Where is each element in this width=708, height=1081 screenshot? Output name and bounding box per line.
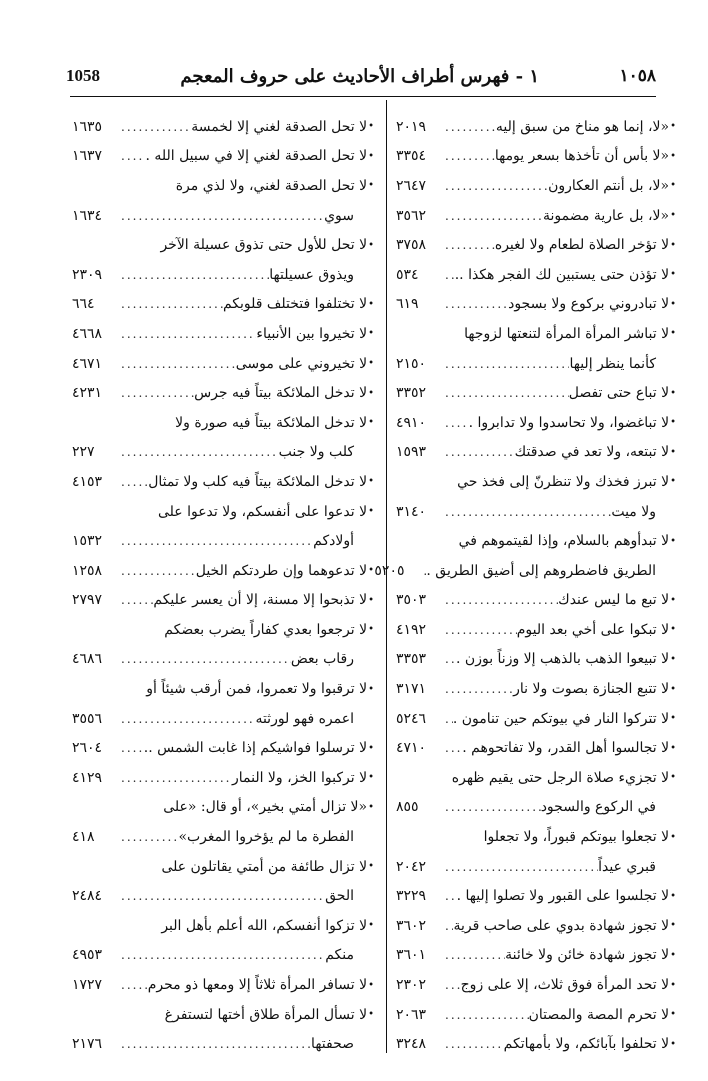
bullet-icon: • xyxy=(368,417,374,429)
index-entry xyxy=(396,822,676,852)
bullet-icon: • xyxy=(670,772,676,784)
index-entry xyxy=(396,1000,676,1030)
hadith-number: ٣٥٥٦ xyxy=(72,710,103,727)
entry-text: لا تجعلوا بيوتكم قبوراً، ولا تجعلوا xyxy=(483,829,670,846)
hadith-number: ١٥٣٢ xyxy=(72,533,103,550)
bullet-icon: • xyxy=(368,742,374,754)
bullet-icon: • xyxy=(368,476,374,488)
entry-text: «لا بأس أن تأخذها بسعر يومها xyxy=(494,148,670,165)
hadith-number: ٥٢٠٥ xyxy=(374,562,405,579)
entry-text: في الركوع والسجود xyxy=(540,799,656,816)
index-entry xyxy=(396,852,676,882)
index-entry xyxy=(396,911,676,941)
hadith-number: ١٢٥٨ xyxy=(72,562,103,579)
index-entry xyxy=(72,260,374,290)
leader-dots xyxy=(442,238,495,252)
index-entry xyxy=(396,467,676,497)
index-entry xyxy=(72,763,374,793)
entry-text: ويذوق عسيلتها xyxy=(269,266,354,283)
index-entry xyxy=(396,319,676,349)
leader-dots xyxy=(118,712,255,726)
hadith-number: ٢٤٨٤ xyxy=(72,888,103,905)
entry-text: لا تركبوا الخز، ولا النمار xyxy=(231,769,368,786)
index-entry xyxy=(72,1029,374,1059)
hadith-number: ٣٣٥٣ xyxy=(396,651,427,668)
entry-text: كأنما ينظر إليها xyxy=(569,355,656,372)
bullet-icon: • xyxy=(670,683,676,695)
index-entry xyxy=(72,142,374,172)
entry-text: لا تحد المرأة فوق ثلاث، إلا على زوج xyxy=(460,977,670,994)
index-entry xyxy=(72,941,374,971)
hadith-number: ٤٦٦٨ xyxy=(72,325,103,342)
entry-text: لا ترجعوا بعدي كفاراً يضرب بعضكم xyxy=(164,621,368,638)
index-entry xyxy=(396,171,676,201)
leader-dots xyxy=(118,593,153,607)
leader-dots xyxy=(442,386,569,400)
hadith-number: ١٧٢٧ xyxy=(72,977,103,994)
entry-text: لا تجزيء صلاة الرجل حتى يقيم ظهره xyxy=(451,769,670,786)
entry-text: لا تدعوهما وإن طردتكم الخيل xyxy=(195,562,368,579)
entry-text: لا تتبع الجنازة بصوت ولا نار xyxy=(513,681,670,698)
index-entry xyxy=(396,142,676,172)
index-entry xyxy=(396,408,676,438)
entry-text: سوي xyxy=(324,207,354,224)
entry-text: لا تبع ما ليس عندك xyxy=(558,592,670,609)
hadith-number: ٢٢٧ xyxy=(72,444,95,461)
index-entry xyxy=(72,408,374,438)
entry-text: لا تدخل الملائكة بيتاً فيه كلب ولا تمثال xyxy=(148,473,368,490)
bullet-icon: • xyxy=(368,506,374,518)
bullet-icon: • xyxy=(670,979,676,991)
hadith-number: ٤١٩٢ xyxy=(396,621,427,638)
entry-text: اعمره فهو لورثته xyxy=(255,710,354,727)
entry-text: لا تزال طائفة من أمتي يقاتلون على xyxy=(161,858,368,875)
hadith-number: ٣٧٥٨ xyxy=(396,237,427,254)
hadith-number: ٣٣٥٢ xyxy=(396,385,427,402)
index-entry xyxy=(72,112,374,142)
index-entry xyxy=(72,438,374,468)
hadith-number: ١٥٩٣ xyxy=(396,444,427,461)
hadith-number: ٤١٥٣ xyxy=(72,473,103,490)
bullet-icon: • xyxy=(670,653,676,665)
leader-dots xyxy=(442,919,453,933)
leader-dots xyxy=(118,534,313,548)
index-entry xyxy=(396,378,676,408)
entry-text: لا تباشر المرأة المرأة لتنعتها لزوجها xyxy=(464,325,670,342)
hadith-number: ٣٦٠٢ xyxy=(396,917,427,934)
index-entry xyxy=(396,941,676,971)
leader-dots xyxy=(442,445,515,459)
bullet-icon: • xyxy=(670,920,676,932)
hadith-number: ٢٣٠٢ xyxy=(396,977,427,994)
bullet-icon: • xyxy=(368,1009,374,1021)
index-entry xyxy=(72,733,374,763)
entry-text: كلب ولا جنب xyxy=(278,444,354,461)
hadith-number: ٢١٧٦ xyxy=(72,1036,103,1053)
index-entry xyxy=(72,881,374,911)
entry-text: لا تجلسوا على القبور ولا تصلوا إليها . xyxy=(456,888,670,905)
index-entry xyxy=(72,674,374,704)
index-entry xyxy=(72,793,374,823)
index-entry xyxy=(396,586,676,616)
leader-dots xyxy=(118,357,236,371)
leader-dots xyxy=(118,445,279,459)
bullet-icon: • xyxy=(670,446,676,458)
entry-text: لا تبكوا على أخي بعد اليوم xyxy=(516,621,670,638)
entry-text: لا تبرز فخذك ولا تنظرنّ إلى فخذ حي xyxy=(457,473,670,490)
bullet-icon: • xyxy=(368,150,374,162)
index-entry xyxy=(72,704,374,734)
entry-text: لا تبدأوهم بالسلام، وإذا لقيتموهم في xyxy=(458,533,670,550)
index-entry xyxy=(72,171,374,201)
leader-dots xyxy=(442,209,543,223)
entry-text: لا تدخل الملائكة بيتاً فيه جرس xyxy=(194,385,368,402)
hadith-number: ١٦٣٥ xyxy=(72,118,103,135)
hadith-number: ٣١٤٠ xyxy=(396,503,427,520)
hadith-number: ٢٣٠٩ xyxy=(72,266,103,283)
index-entry xyxy=(396,230,676,260)
entry-text: لا تسافر المرأة ثلاثاً إلا ومعها ذو محرم xyxy=(147,977,368,994)
entry-text: لا ترسلوا فواشيكم إذا غابت الشمس .. xyxy=(143,740,368,757)
index-entry xyxy=(72,230,374,260)
hadith-number: ١٦٣٤ xyxy=(72,207,103,224)
entry-text: «لا، بل عارية مضمونة xyxy=(543,207,670,224)
index-entry xyxy=(396,763,676,793)
index-entry xyxy=(396,1029,676,1059)
index-entry xyxy=(72,467,374,497)
leader-dots xyxy=(442,1008,529,1022)
bullet-icon: • xyxy=(670,713,676,725)
hadith-number: ٦١٩ xyxy=(396,296,419,313)
entry-text: لا تجوز شهادة خائن ولا خائنة xyxy=(505,947,670,964)
leader-dots xyxy=(442,357,569,371)
leader-dots xyxy=(442,297,508,311)
bullet-icon: • xyxy=(368,298,374,310)
index-entry xyxy=(396,704,676,734)
index-entry xyxy=(396,290,676,320)
leader-dots xyxy=(118,771,232,785)
index-entry xyxy=(72,290,374,320)
index-entry xyxy=(72,911,374,941)
hadith-number: ٣٥٦٢ xyxy=(396,207,427,224)
index-entry xyxy=(72,852,374,882)
index-entry xyxy=(396,881,676,911)
bullet-icon: • xyxy=(670,417,676,429)
index-entry xyxy=(396,526,676,556)
bullet-icon: • xyxy=(670,387,676,399)
hadith-number: ٢٠٤٢ xyxy=(396,858,427,875)
index-entry xyxy=(72,319,374,349)
index-entry xyxy=(396,793,676,823)
entry-text: الفطرة ما لم يؤخروا المغرب» xyxy=(178,829,354,846)
leader-dots xyxy=(118,209,324,223)
hadith-number: ٤٦٧١ xyxy=(72,355,103,372)
header-rule xyxy=(70,96,656,97)
index-entry xyxy=(396,970,676,1000)
leader-dots xyxy=(442,652,456,666)
entry-text: الحق xyxy=(325,888,354,905)
index-entry xyxy=(396,733,676,763)
bullet-icon: • xyxy=(368,861,374,873)
hadith-number: ٣٢٤٨ xyxy=(396,1036,427,1053)
hadith-number: ٥٢٤٦ xyxy=(396,710,427,727)
page-number-arabic: ١٠٥٨ xyxy=(619,66,656,86)
hadith-number: ٢٧٩٧ xyxy=(72,592,103,609)
leader-dots xyxy=(442,741,462,755)
leader-dots xyxy=(442,179,548,193)
bullet-icon: • xyxy=(670,239,676,251)
leader-dots xyxy=(118,1037,311,1051)
entry-text: لا تختلفوا فتختلف قلوبكم xyxy=(222,296,368,313)
hadith-number: ٤٦٨٦ xyxy=(72,651,103,668)
leader-dots xyxy=(442,505,611,519)
entry-text: ولا ميت xyxy=(611,503,656,520)
bullet-icon: • xyxy=(670,328,676,340)
leader-dots xyxy=(442,623,517,637)
bullet-icon: • xyxy=(670,949,676,961)
index-column-left xyxy=(72,112,374,1059)
entry-text: لا تباغضوا، ولا تحاسدوا ولا تدابروا . xyxy=(468,414,670,431)
bullet-icon: • xyxy=(670,210,676,222)
bullet-icon: • xyxy=(670,180,676,192)
bullet-icon: • xyxy=(670,624,676,636)
entry-text: لا تحلفوا بآبائكم، ولا بأمهاتكم xyxy=(503,1036,670,1053)
leader-dots xyxy=(118,268,269,282)
index-entry xyxy=(72,349,374,379)
hadith-number: ٢٦٤٧ xyxy=(396,177,427,194)
hadith-number: ٤٢٣١ xyxy=(72,385,103,402)
entry-text: رقاب بعض xyxy=(290,651,354,668)
bullet-icon: • xyxy=(368,239,374,251)
leader-dots xyxy=(442,800,541,814)
index-entry xyxy=(396,497,676,527)
entry-text: قبري عيداً xyxy=(598,858,656,875)
bullet-icon: • xyxy=(670,890,676,902)
leader-dots xyxy=(118,120,191,134)
entry-text: لا تحل الصدقة لغني إلا لخمسة xyxy=(191,118,368,135)
hadith-number: ١٦٣٧ xyxy=(72,148,103,165)
leader-dots xyxy=(442,948,505,962)
leader-dots xyxy=(118,830,178,844)
hadith-number: ٢٠٦٣ xyxy=(396,1006,427,1023)
leader-dots xyxy=(118,948,325,962)
leader-dots xyxy=(118,149,145,163)
entry-text: منكم xyxy=(325,947,354,964)
leader-dots xyxy=(118,564,196,578)
entry-text: لا تبيعوا الذهب بالذهب إلا وزناً بوزن . xyxy=(456,651,670,668)
leader-dots xyxy=(442,268,455,282)
leader-dots xyxy=(118,297,223,311)
hadith-number: ٣٢٢٩ xyxy=(396,888,427,905)
leader-dots xyxy=(442,149,495,163)
bullet-icon: • xyxy=(368,920,374,932)
entry-text: لا تبادروني بركوع ولا بسجود xyxy=(508,296,670,313)
bullet-icon: • xyxy=(670,298,676,310)
entry-text: لا تحل الصدقة لغني، ولا لذي مرة xyxy=(175,177,368,194)
leader-dots xyxy=(118,327,256,341)
hadith-number: ٤١٨ xyxy=(72,829,95,846)
entry-text: لا تباع حتى تفصل xyxy=(568,385,670,402)
bullet-icon: • xyxy=(368,565,374,577)
hadith-number: ٢١٥٠ xyxy=(396,355,427,372)
index-entry xyxy=(72,497,374,527)
running-header xyxy=(66,62,656,90)
bullet-icon: • xyxy=(670,121,676,133)
hadith-number: ٣٦٠١ xyxy=(396,947,427,964)
index-entry xyxy=(396,112,676,142)
hadith-number: ٨٥٥ xyxy=(396,799,419,816)
bullet-icon: • xyxy=(368,594,374,606)
entry-text: لا ترقبوا ولا تعمروا، فمن أرقب شيئاً أو xyxy=(146,681,368,698)
running-title: ١ - فهرس أطراف الأحاديث على حروف المعجم xyxy=(180,65,540,87)
leader-dots xyxy=(118,475,148,489)
bullet-icon: • xyxy=(368,121,374,133)
index-entry xyxy=(72,645,374,675)
leader-dots xyxy=(118,652,291,666)
bullet-icon: • xyxy=(670,476,676,488)
hadith-number: ٥٣٤ xyxy=(396,266,419,283)
hadith-number: ٦٦٤ xyxy=(72,296,95,313)
bullet-icon: • xyxy=(368,387,374,399)
index-entry xyxy=(396,349,676,379)
bullet-icon: • xyxy=(670,150,676,162)
index-entry xyxy=(396,260,676,290)
index-entry xyxy=(72,822,374,852)
index-entry xyxy=(72,970,374,1000)
hadith-number: ٤٩٥٣ xyxy=(72,947,103,964)
index-entry xyxy=(72,556,374,586)
entry-text: لا تدعوا على أنفسكم، ولا تدعوا على xyxy=(157,503,368,520)
entry-text: لا تحل للأول حتى تذوق عسيلة الآخر xyxy=(160,237,368,254)
index-entry xyxy=(72,201,374,231)
entry-text: الطريق فاضطروهم إلى أضيق الطريق . xyxy=(426,562,656,579)
leader-dots xyxy=(442,860,598,874)
index-entry xyxy=(72,615,374,645)
bullet-icon: • xyxy=(670,1038,676,1050)
bullet-icon: • xyxy=(368,328,374,340)
leader-dots xyxy=(118,741,144,755)
entry-text: لا تخيروا بين الأنبياء xyxy=(256,325,368,342)
entry-text: لا تجوز شهادة بدوي على صاحب قرية xyxy=(453,917,670,934)
leader-dots xyxy=(118,386,194,400)
entry-text: لا تحرم المصة والمصتان xyxy=(528,1006,670,1023)
entry-text: صحفتها xyxy=(311,1036,354,1053)
hadith-number: ٤١٢٩ xyxy=(72,769,103,786)
leader-dots xyxy=(118,889,325,903)
index-entry xyxy=(396,645,676,675)
index-entry xyxy=(72,526,374,556)
entry-text: لا تسأل المرأة طلاق أختها لتستفرغ xyxy=(164,1006,368,1023)
bullet-icon: • xyxy=(368,624,374,636)
entry-text: لا تخيروني على موسى xyxy=(235,355,368,372)
bullet-icon: • xyxy=(670,1009,676,1021)
hadith-number: ٢٠١٩ xyxy=(396,118,427,135)
entry-text: «لا تزال أمتي بخير»، أو قال: «على xyxy=(163,799,368,816)
entry-text: لا تجالسوا أهل القدر، ولا تفاتحوهم . xyxy=(462,740,670,757)
leader-dots xyxy=(442,1037,504,1051)
entry-text: لا تبتعه، ولا تعد في صدقتك xyxy=(514,444,670,461)
entry-text: «لا، إنما هو مناخ من سبق إليه xyxy=(495,118,670,135)
bullet-icon: • xyxy=(368,772,374,784)
index-column-right xyxy=(374,112,676,1059)
leader-dots xyxy=(442,120,496,134)
hadith-number: ٤٧١٠ xyxy=(396,740,427,757)
bullet-icon: • xyxy=(670,742,676,754)
entry-text: «لا، بل أنتم العكارون xyxy=(548,177,670,194)
bullet-icon: • xyxy=(670,535,676,547)
entry-text: لا تزكوا أنفسكم، الله أعلم بأهل البر xyxy=(161,917,368,934)
index-entry xyxy=(396,674,676,704)
entry-text: لا تؤخر الصلاة لطعام ولا لغيره xyxy=(494,237,670,254)
entry-text: لا تحل الصدقة لغني إلا في سبيل الله . xyxy=(145,148,368,165)
leader-dots xyxy=(442,593,558,607)
index-entry xyxy=(396,201,676,231)
hadith-number: ٣٣٥٤ xyxy=(396,148,427,165)
entry-text: لا تدخل الملائكة بيتاً فيه صورة ولا xyxy=(175,414,368,431)
entry-text: أولادكم xyxy=(313,533,354,550)
leader-dots xyxy=(442,889,457,903)
hadith-number: ٣١٧١ xyxy=(396,681,427,698)
leader-dots xyxy=(442,416,469,430)
index-entry xyxy=(396,615,676,645)
hadith-number: ٣٥٠٣ xyxy=(396,592,427,609)
bullet-icon: • xyxy=(670,269,676,281)
index-entry xyxy=(396,438,676,468)
entry-text: لا تتركوا النار في بيوتكم حين تنامون . xyxy=(452,710,670,727)
bullet-icon: • xyxy=(670,831,676,843)
index-entry xyxy=(72,586,374,616)
leader-dots xyxy=(442,978,461,992)
hadith-number: ٢٦٠٤ xyxy=(72,740,103,757)
entry-text: لا تؤذن حتى يستبين لك الفجر هكذا .. xyxy=(454,266,670,283)
bullet-icon: • xyxy=(368,801,374,813)
page-number-latin: 1058 xyxy=(66,66,100,85)
hadith-number: ٤٩١٠ xyxy=(396,414,427,431)
bullet-icon: • xyxy=(368,683,374,695)
bullet-icon: • xyxy=(670,594,676,606)
index-entry xyxy=(374,556,676,586)
bullet-icon: • xyxy=(368,358,374,370)
entry-text: لا تذبحوا إلا مسنة، إلا أن يعسر عليكم xyxy=(153,592,368,609)
index-entry xyxy=(72,378,374,408)
bullet-icon: • xyxy=(368,180,374,192)
leader-dots xyxy=(118,978,148,992)
leader-dots xyxy=(442,712,453,726)
bullet-icon: • xyxy=(368,979,374,991)
leader-dots xyxy=(442,682,513,696)
index-entry xyxy=(72,1000,374,1030)
leader-dots xyxy=(420,564,426,578)
